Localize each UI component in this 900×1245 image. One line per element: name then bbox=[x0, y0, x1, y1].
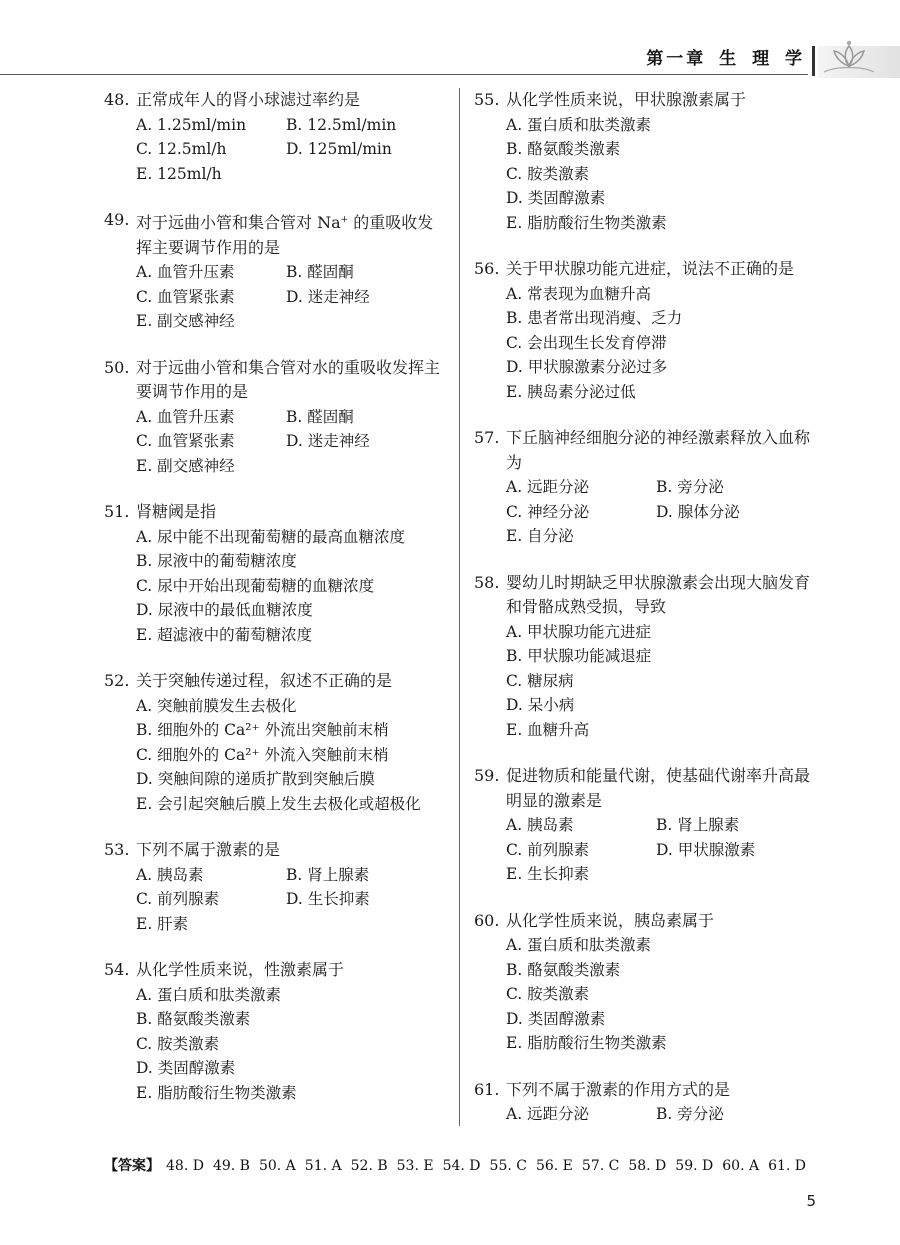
question-number: 54. bbox=[104, 960, 130, 979]
option-item: A. 血管升压素 bbox=[136, 407, 235, 426]
options bbox=[474, 113, 819, 236]
answer-item: 56. E bbox=[535, 1158, 573, 1174]
option-item: C. 胺类激素 bbox=[506, 164, 590, 183]
stem-text: 关于甲状腺功能亢进症，说法不正确的是 bbox=[506, 259, 795, 278]
options bbox=[474, 933, 819, 1056]
option-item: E. 副交感神经 bbox=[136, 312, 235, 330]
stem-text: 从化学性质来说，性激素属于 bbox=[136, 960, 345, 979]
option-item: C. 尿中开始出现葡萄糖的血糖浓度 bbox=[136, 576, 375, 595]
answer-item: 55. C bbox=[489, 1158, 527, 1174]
question-text bbox=[136, 838, 449, 863]
question-text bbox=[136, 356, 449, 405]
answer-item: 49. B bbox=[212, 1158, 250, 1174]
question-number: 59. bbox=[474, 766, 500, 785]
options bbox=[474, 813, 819, 887]
question-58 bbox=[474, 571, 819, 743]
right-column bbox=[474, 88, 819, 1149]
option-item: C. 前列腺素 bbox=[136, 890, 220, 908]
question-54 bbox=[104, 958, 449, 1105]
question-stem bbox=[104, 208, 449, 260]
answer-item: 58. D bbox=[628, 1158, 667, 1174]
question-text bbox=[136, 958, 449, 983]
question-stem bbox=[104, 500, 449, 525]
question-stem bbox=[474, 909, 819, 934]
question-52 bbox=[104, 669, 449, 816]
option-item: C. 胺类激素 bbox=[136, 1034, 220, 1053]
option-item: B. 醛固酮 bbox=[286, 407, 354, 426]
option-row bbox=[136, 549, 449, 574]
option-item: A. 常表现为血糖升高 bbox=[506, 284, 652, 303]
answer-item: 59. D bbox=[675, 1158, 714, 1174]
question-56 bbox=[474, 257, 819, 404]
option-item: B. 肾上腺素 bbox=[286, 865, 370, 884]
option-row bbox=[506, 113, 819, 138]
option-row bbox=[506, 933, 819, 958]
question-55 bbox=[474, 88, 819, 235]
header-rule bbox=[0, 74, 808, 75]
option-row bbox=[506, 838, 819, 863]
option-item: D. 尿液中的最低血糖浓度 bbox=[136, 601, 313, 619]
option-row bbox=[506, 982, 819, 1007]
option-row bbox=[506, 862, 819, 887]
answer-key-label: 【答案】 bbox=[104, 1158, 160, 1174]
option-row bbox=[506, 693, 819, 718]
question-text bbox=[136, 669, 449, 694]
answer-item: 60. A bbox=[722, 1158, 760, 1174]
option-item: C. 血管紧张素 bbox=[136, 287, 235, 306]
question-stem bbox=[104, 958, 449, 983]
left-column bbox=[104, 88, 449, 1127]
options bbox=[104, 983, 449, 1106]
question-49 bbox=[104, 208, 449, 334]
option-row bbox=[506, 958, 819, 983]
option-item: B. 细胞外的 Ca²⁺ 外流出突触前末梢 bbox=[136, 721, 389, 739]
stem-text: 对于远曲小管和集合管对 Na bbox=[136, 213, 341, 232]
option-item: D. 迷走神经 bbox=[286, 432, 370, 450]
chapter-title: 第一章 生 理 学 bbox=[646, 49, 805, 69]
question-stem bbox=[104, 356, 449, 405]
question-text bbox=[506, 257, 819, 282]
question-number: 58. bbox=[474, 572, 500, 592]
option-row bbox=[136, 743, 449, 768]
option-item: E. 125ml/h bbox=[136, 164, 222, 183]
option-row bbox=[136, 429, 449, 454]
option-row bbox=[506, 475, 819, 500]
option-row bbox=[136, 863, 449, 888]
question-number: 52. bbox=[104, 671, 130, 690]
option-item: C. 细胞外的 Ca²⁺ 外流入突触前末梢 bbox=[136, 745, 389, 764]
option-row bbox=[506, 380, 819, 405]
question-60 bbox=[474, 909, 819, 1056]
option-row bbox=[506, 355, 819, 380]
answer-item: 53. E bbox=[396, 1158, 434, 1174]
option-item: B. 尿液中的葡萄糖浓度 bbox=[136, 552, 297, 570]
option-row bbox=[136, 113, 449, 138]
option-row bbox=[506, 282, 819, 307]
question-text bbox=[136, 500, 449, 525]
question-51 bbox=[104, 500, 449, 647]
option-row bbox=[136, 162, 449, 187]
answer-item: 48. D bbox=[166, 1158, 204, 1174]
question-stem bbox=[474, 88, 819, 113]
option-item: A. 突触前膜发生去极化 bbox=[136, 696, 297, 715]
options bbox=[104, 405, 449, 479]
option-item: D. 类固醇激素 bbox=[506, 189, 606, 207]
question-text bbox=[506, 1078, 819, 1103]
question-stem bbox=[474, 764, 819, 813]
options bbox=[104, 260, 449, 334]
option-item: C. 12.5ml/h bbox=[136, 140, 227, 158]
option-item: D. 类固醇激素 bbox=[136, 1059, 236, 1077]
options bbox=[104, 863, 449, 937]
option-item: D. 腺体分泌 bbox=[656, 502, 740, 521]
stem-text: 下丘脑神经细胞分泌的神经激素释放入血称为 bbox=[506, 428, 811, 472]
page-header bbox=[0, 0, 900, 80]
option-row bbox=[136, 767, 449, 792]
stem-text: 促进物质和能量代谢，使基础代谢率升高最明显的激素是 bbox=[506, 766, 811, 810]
stem-text: 从化学性质来说，甲状腺激素属于 bbox=[506, 90, 747, 109]
question-59 bbox=[474, 764, 819, 887]
question-number: 49. bbox=[104, 210, 130, 229]
option-row bbox=[136, 260, 449, 285]
options bbox=[474, 1102, 819, 1127]
option-item: C. 神经分泌 bbox=[506, 502, 590, 521]
option-row bbox=[506, 137, 819, 162]
option-row bbox=[506, 813, 819, 838]
option-row bbox=[136, 405, 449, 430]
question-text bbox=[506, 909, 819, 934]
option-item: B. 12.5ml/min bbox=[286, 115, 397, 134]
option-item: E. 生长抑素 bbox=[506, 865, 590, 883]
header-bar bbox=[812, 46, 815, 76]
stem-text: 下列不属于激素的作用方式的是 bbox=[506, 1079, 731, 1099]
options bbox=[474, 282, 819, 405]
option-row bbox=[506, 186, 819, 211]
question-number: 53. bbox=[104, 840, 130, 859]
option-item: B. 醛固酮 bbox=[286, 263, 354, 281]
option-item: E. 会引起突触后膜上发生去极化或超极化 bbox=[136, 794, 421, 813]
column-divider bbox=[459, 88, 460, 1126]
question-text bbox=[136, 208, 449, 260]
stem-text: 婴幼儿时期缺乏甲状腺激素会出现大脑发育和骨骼成熟受损，导致 bbox=[506, 572, 811, 616]
option-row bbox=[136, 887, 449, 912]
option-row bbox=[506, 620, 819, 645]
answer-item: 61. D bbox=[768, 1158, 807, 1174]
option-row bbox=[136, 983, 449, 1008]
stem-text: 下列不属于激素的是 bbox=[136, 840, 281, 859]
option-item: B. 酪氨酸类激素 bbox=[506, 140, 621, 158]
question-61 bbox=[474, 1078, 819, 1127]
question-number: 57. bbox=[474, 428, 500, 447]
option-row bbox=[136, 454, 449, 479]
option-item: A. 1.25ml/min bbox=[136, 115, 247, 134]
option-item: E. 胰岛素分泌过低 bbox=[506, 382, 636, 401]
question-number: 56. bbox=[474, 259, 500, 278]
option-item: D. 甲状腺激素 bbox=[656, 840, 756, 859]
option-item: E. 脂肪酸衍生物类激素 bbox=[506, 213, 667, 232]
option-row bbox=[506, 669, 819, 694]
stem-text: 正常成年人的肾小球滤过率约是 bbox=[136, 90, 361, 109]
option-item: D. 呆小病 bbox=[506, 696, 575, 714]
option-row bbox=[136, 137, 449, 162]
option-row bbox=[506, 162, 819, 187]
option-item: C. 糖尿病 bbox=[506, 671, 574, 690]
option-row bbox=[136, 694, 449, 719]
option-row bbox=[506, 306, 819, 331]
option-row bbox=[506, 718, 819, 743]
option-item: D. 迷走神经 bbox=[286, 287, 370, 306]
options bbox=[104, 525, 449, 648]
option-row bbox=[506, 1031, 819, 1056]
options bbox=[104, 113, 449, 187]
question-57 bbox=[474, 426, 819, 549]
option-row bbox=[506, 500, 819, 525]
option-item: A. 蛋白质和肽类激素 bbox=[506, 936, 652, 954]
option-item: A. 远距分泌 bbox=[506, 1105, 590, 1123]
question-stem bbox=[474, 1078, 819, 1103]
option-item: A. 蛋白质和肽类激素 bbox=[136, 985, 282, 1004]
question-stem bbox=[104, 669, 449, 694]
question-53 bbox=[104, 838, 449, 936]
option-row bbox=[506, 1102, 819, 1127]
stem-text: 关于突触传递过程，叙述不正确的是 bbox=[136, 671, 393, 690]
question-number: 61. bbox=[474, 1079, 500, 1099]
option-row bbox=[136, 1081, 449, 1106]
superscript: + bbox=[340, 215, 349, 225]
question-48 bbox=[104, 88, 449, 186]
option-item: B. 旁分泌 bbox=[656, 1105, 724, 1123]
answer-item: 51. A bbox=[304, 1158, 342, 1174]
stem-text: 的重吸收发挥主要调节作用的是 bbox=[136, 213, 434, 257]
option-item: C. 会出现生长发育停滞 bbox=[506, 333, 667, 352]
option-item: D. 生长抑素 bbox=[286, 890, 370, 908]
question-number: 48. bbox=[104, 90, 130, 109]
question-text bbox=[506, 88, 819, 113]
option-row bbox=[136, 1007, 449, 1032]
option-item: A. 甲状腺功能亢进症 bbox=[506, 622, 652, 641]
answer-key bbox=[104, 1155, 815, 1175]
option-row bbox=[136, 792, 449, 817]
question-text bbox=[506, 764, 819, 813]
option-row bbox=[136, 285, 449, 310]
option-row bbox=[136, 1056, 449, 1081]
option-item: A. 胰岛素 bbox=[506, 816, 574, 834]
stem-text: 从化学性质来说，胰岛素属于 bbox=[506, 910, 715, 930]
option-item: A. 远距分泌 bbox=[506, 478, 590, 496]
option-item: D. 突触间隙的递质扩散到突触后膜 bbox=[136, 770, 375, 788]
question-stem bbox=[474, 571, 819, 620]
question-number: 55. bbox=[474, 90, 500, 109]
option-row bbox=[506, 1007, 819, 1032]
options bbox=[474, 620, 819, 743]
option-item: B. 患者常出现消瘦、乏力 bbox=[506, 309, 683, 327]
option-row bbox=[136, 623, 449, 648]
option-row bbox=[506, 524, 819, 549]
question-text bbox=[506, 426, 819, 475]
option-item: D. 类固醇激素 bbox=[506, 1009, 606, 1028]
option-item: B. 肾上腺素 bbox=[656, 816, 740, 834]
option-row bbox=[136, 598, 449, 623]
option-item: C. 前列腺素 bbox=[506, 840, 590, 859]
option-item: E. 肝素 bbox=[136, 914, 189, 933]
option-row bbox=[136, 912, 449, 937]
answer-item: 57. C bbox=[581, 1158, 620, 1174]
option-item: A. 胰岛素 bbox=[136, 865, 204, 884]
option-item: E. 脂肪酸衍生物类激素 bbox=[506, 1034, 667, 1052]
option-item: C. 胺类激素 bbox=[506, 985, 590, 1003]
answer-item: 52. B bbox=[350, 1158, 388, 1174]
question-number: 50. bbox=[104, 357, 130, 377]
option-item: D. 125ml/min bbox=[286, 140, 392, 158]
option-row bbox=[506, 211, 819, 236]
option-row bbox=[136, 718, 449, 743]
option-row bbox=[136, 1032, 449, 1057]
option-item: E. 超滤液中的葡萄糖浓度 bbox=[136, 625, 313, 644]
options bbox=[474, 475, 819, 549]
question-text bbox=[506, 571, 819, 620]
question-stem bbox=[104, 838, 449, 863]
question-stem bbox=[474, 426, 819, 475]
option-item: B. 酪氨酸类激素 bbox=[136, 1010, 251, 1028]
option-item: A. 蛋白质和肽类激素 bbox=[506, 115, 652, 134]
option-row bbox=[506, 644, 819, 669]
question-number: 51. bbox=[104, 502, 130, 521]
option-row bbox=[136, 525, 449, 550]
options bbox=[104, 694, 449, 817]
option-item: E. 脂肪酸衍生物类激素 bbox=[136, 1083, 297, 1102]
question-text bbox=[136, 88, 449, 113]
option-item: D. 甲状腺激素分泌过多 bbox=[506, 358, 668, 376]
stem-text: 肾糖阈是指 bbox=[136, 502, 217, 521]
question-stem bbox=[474, 257, 819, 282]
option-item: B. 旁分泌 bbox=[656, 478, 724, 496]
option-item: C. 血管紧张素 bbox=[136, 432, 235, 450]
answer-item: 50. A bbox=[258, 1158, 296, 1174]
question-stem bbox=[104, 88, 449, 113]
option-item: A. 尿中能不出现葡萄糖的最高血糖浓度 bbox=[136, 527, 406, 546]
option-item: B. 酪氨酸类激素 bbox=[506, 960, 621, 979]
option-row bbox=[136, 574, 449, 599]
option-item: B. 甲状腺功能减退症 bbox=[506, 647, 652, 665]
stem-text: 对于远曲小管和集合管对水的重吸收发挥主要调节作用的是 bbox=[136, 357, 441, 401]
option-item: E. 血糖升高 bbox=[506, 720, 590, 739]
page-number: 5 bbox=[806, 1192, 816, 1210]
answer-item: 54. D bbox=[442, 1158, 481, 1174]
option-item: A. 血管升压素 bbox=[136, 263, 235, 281]
option-item: E. 自分泌 bbox=[506, 527, 574, 545]
option-row bbox=[136, 309, 449, 334]
question-50 bbox=[104, 356, 449, 479]
question-number: 60. bbox=[474, 910, 500, 930]
option-row bbox=[506, 331, 819, 356]
option-item: E. 副交感神经 bbox=[136, 456, 235, 475]
lotus-logo-icon bbox=[820, 38, 878, 78]
